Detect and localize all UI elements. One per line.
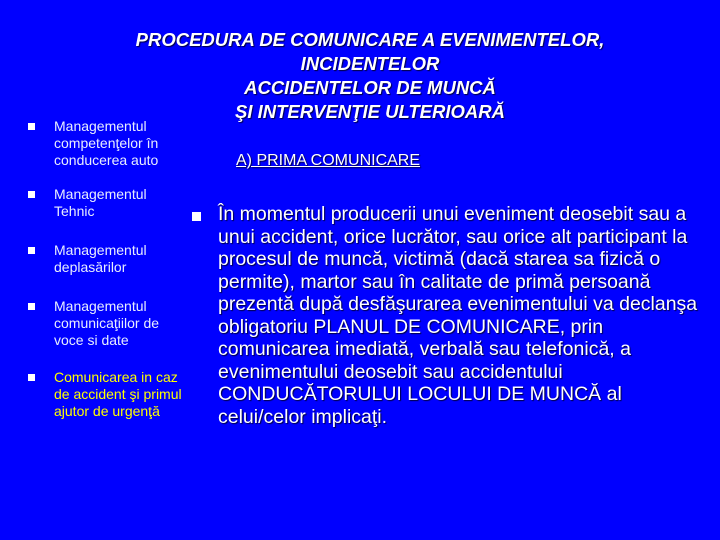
- square-bullet-icon: [28, 123, 35, 130]
- title-line-2: INCIDENTELOR: [300, 53, 440, 74]
- sidebar-nav: [28, 118, 188, 420]
- sidebar-item-label: Managementul deplasărilor: [54, 242, 147, 275]
- square-bullet-icon: [28, 191, 35, 198]
- sidebar-item-label: Managementul competenţelor în conducerea auto: [54, 118, 159, 168]
- sidebar-item-accident[interactable]: [28, 369, 188, 420]
- square-bullet-icon: [28, 303, 35, 310]
- title-line-4: ŞI INTERVENŢIE ULTERIOARĂ: [235, 101, 505, 122]
- sidebar-item-label: Comunicarea in caz de accident şi primul ajutor de urgenţă: [54, 369, 182, 419]
- title-line-1: PROCEDURA DE COMUNICARE A EVENIMENTELOR,: [135, 29, 605, 50]
- sidebar-item-competente[interactable]: [28, 118, 188, 169]
- title-line-3: ACCIDENTELOR DE MUNCĂ: [244, 77, 496, 98]
- sidebar-item-tehnic[interactable]: [28, 186, 188, 220]
- main-paragraph: În momentul producerii unui eveniment deosebit sau a unui accident, orice lucrător, sau orice alt participant la procesul de muncă, victimă (dacă starea sa fizică o permite), martor sau în calitate de primă persoană prezentă după desfăşurarea evenimentului va declanşa obligatoriu PLANUL DE COMUNICARE, prin comunicarea imediată, verbală sau telefonică, a evenimentului deosebit sau accidentului CONDUCĂTORULUI LOCULUI DE MUNCĂ al celui/celor implicaţi.: [218, 203, 698, 428]
- sidebar-item-deplasari[interactable]: [28, 242, 188, 276]
- sidebar-item-comunicatii[interactable]: [28, 298, 188, 349]
- square-bullet-icon: [28, 247, 35, 254]
- page-title: [60, 28, 680, 124]
- square-bullet-icon: [192, 212, 201, 221]
- square-bullet-icon: [28, 374, 35, 381]
- sidebar-item-label: Managementul comunicaţiilor de voce si date: [54, 298, 160, 348]
- section-heading: A) PRIMA COMUNICARE: [236, 152, 421, 169]
- sidebar-item-label: Managementul Tehnic: [54, 186, 147, 219]
